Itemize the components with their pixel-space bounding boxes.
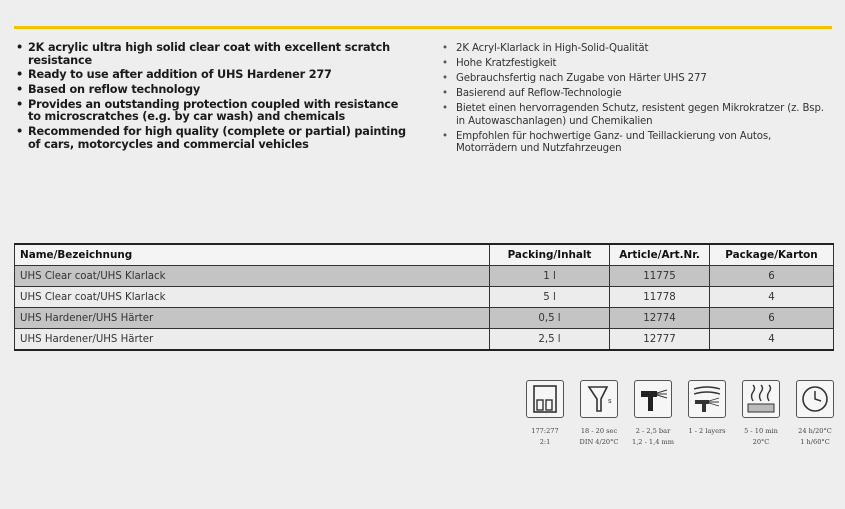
cell-name: UHS Hardener/UHS Härter	[15, 329, 490, 351]
icon-viscosity: s 18 - 20 sec DIN 4/20°C	[576, 380, 622, 448]
feature-de-item: • Basierend auf Reflow-Technologie	[440, 88, 832, 101]
table-row	[15, 266, 834, 287]
cell-name: UHS Hardener/UHS Härter	[15, 308, 490, 329]
icon-flash-off: 5 - 10 min 20°C	[738, 380, 784, 448]
feature-de-item: • 2K Acryl-Klarlack in High-Solid-Qualität	[440, 43, 832, 56]
icon-mixing-ratio: 177:277 2:1	[522, 380, 568, 448]
top-accent-rule	[14, 26, 832, 29]
table-row	[15, 329, 834, 351]
features-english-list	[14, 42, 414, 153]
cell-packing: 1 l	[490, 266, 610, 287]
cell-package: 4	[710, 287, 834, 308]
application-icons-row	[522, 380, 834, 450]
cell-packing: 5 l	[490, 287, 610, 308]
feature-de-item: • Hohe Kratzfestigkeit	[440, 58, 832, 71]
spray-gun-icon	[634, 380, 672, 418]
cell-package: 4	[710, 329, 834, 351]
icon-drying-time: 24 h/20°C 1 h/60°C	[792, 380, 838, 448]
feature-de-item: • Bietet einen hervorragenden Schutz, resistent gegen Mikrokratzer (z. Bsp. in Autowaschanlagen) und Chemikalien	[440, 103, 832, 128]
cell-package: 6	[710, 266, 834, 287]
cell-article: 12777	[610, 329, 710, 351]
svg-text:s: s	[608, 397, 612, 405]
cell-name: UHS Clear coat/UHS Klarlack	[15, 287, 490, 308]
feature-en-item: • 2K acrylic ultra high solid clear coat with excellent scratch resistance	[14, 42, 414, 68]
cell-article: 12774	[610, 308, 710, 329]
features-german-list	[440, 43, 832, 158]
feature-en-item: • Ready to use after addition of UHS Hardener 277	[14, 69, 414, 82]
mixing-ratio-icon	[526, 380, 564, 418]
icon-layers: 1 - 2 layers	[684, 380, 730, 437]
table-header-row	[15, 244, 834, 266]
product-table	[14, 243, 834, 351]
cell-packing: 2,5 l	[490, 329, 610, 351]
cell-article: 11778	[610, 287, 710, 308]
header-package: Package/Karton	[710, 244, 834, 266]
feature-en-item: • Based on reflow technology	[14, 84, 414, 97]
icon-spray-gun: 2 - 2,5 bar 1,2 - 1,4 mm	[630, 380, 676, 448]
feature-de-item: • Empfohlen für hochwertige Ganz- und Teillackierung von Autos, Motorrädern und Nutzfahrzeugen	[440, 131, 832, 156]
cell-name: UHS Clear coat/UHS Klarlack	[15, 266, 490, 287]
table-row	[15, 308, 834, 329]
feature-en-item: • Provides an outstanding protection coupled with resistance to microscratches (e.g. by car wash) and chemicals	[14, 99, 414, 125]
cell-packing: 0,5 l	[490, 308, 610, 329]
feature-en-item: • Recommended for high quality (complete or partial) painting of cars, motorcycles and commercial vehicles	[14, 126, 414, 152]
cell-article: 11775	[610, 266, 710, 287]
table-row	[15, 287, 834, 308]
flash-off-icon	[742, 380, 780, 418]
header-name: Name/Bezeichnung	[15, 244, 490, 266]
cell-package: 6	[710, 308, 834, 329]
drying-time-icon	[796, 380, 834, 418]
header-article: Article/Art.Nr.	[610, 244, 710, 266]
spray-layers-icon	[688, 380, 726, 418]
viscosity-cup-icon	[580, 380, 618, 418]
header-packing: Packing/Inhalt	[490, 244, 610, 266]
feature-de-item: • Gebrauchsfertig nach Zugabe von Härter UHS 277	[440, 73, 832, 86]
